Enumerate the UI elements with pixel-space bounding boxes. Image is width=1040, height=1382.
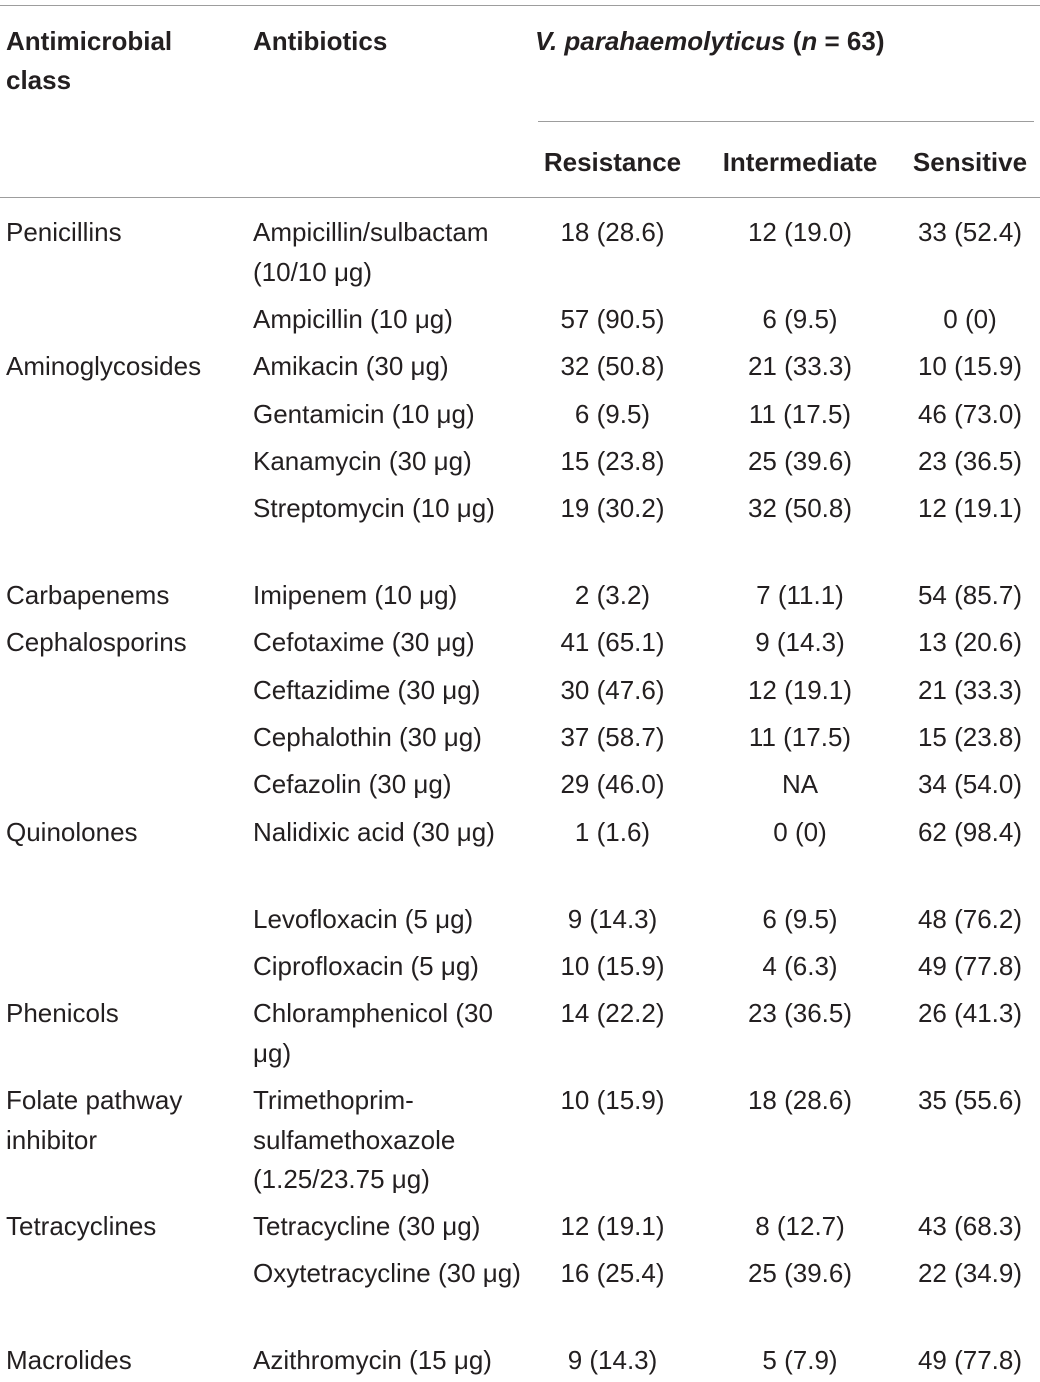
row-intermediate: 23 (36.5) — [747, 998, 853, 1028]
row-resistance: 10 (15.9) — [560, 951, 665, 981]
row-sensitive: 13 (20.6) — [917, 627, 1023, 657]
row-intermediate: 7 (11.1) — [756, 580, 844, 610]
row-antibiotic: Imipenem (10 μg) — [253, 580, 458, 610]
row-resistance: 9 (14.3) — [567, 904, 658, 934]
row-antibiotic: Tetracycline (30 μg) — [253, 1211, 481, 1241]
row-resistance: 19 (30.2) — [560, 493, 665, 523]
table-row — [0, 213, 1040, 287]
row-antibiotic: Streptomycin (10 μg) — [253, 493, 495, 523]
row-sensitive: 15 (23.8) — [917, 722, 1023, 752]
table-row — [0, 300, 1040, 334]
table-row — [0, 1207, 1040, 1241]
row-resistance: 15 (23.8) — [560, 446, 665, 476]
row-intermediate: 12 (19.0) — [747, 217, 853, 247]
header-count-close: = 63) — [817, 26, 885, 56]
row-resistance: 6 (9.5) — [574, 399, 651, 429]
row-sensitive: 54 (85.7) — [917, 580, 1023, 610]
row-sensitive: 22 (34.9) — [917, 1258, 1023, 1288]
row-sensitive: 49 (77.8) — [917, 1345, 1023, 1375]
header-sensitive: Sensitive — [912, 147, 1028, 177]
table-row — [0, 765, 1040, 799]
row-intermediate: 4 (6.3) — [762, 951, 838, 981]
row-resistance: 57 (90.5) — [560, 304, 665, 334]
table-row — [0, 1081, 1040, 1194]
row-resistance: 16 (25.4) — [560, 1258, 665, 1288]
table-row — [0, 947, 1040, 981]
row-class: Quinolones — [6, 817, 138, 847]
table-row — [0, 1254, 1040, 1288]
row-intermediate: 6 (9.5) — [762, 904, 838, 934]
row-antibiotic: Cefotaxime (30 μg) — [253, 627, 475, 657]
row-antibiotic: Ampicillin (10 μg) — [253, 304, 453, 334]
row-antibiotic: Cephalothin (30 μg) — [253, 722, 482, 752]
row-antibiotic: Kanamycin (30 μg) — [253, 446, 472, 476]
row-resistance: 18 (28.6) — [560, 217, 665, 247]
row-intermediate: 32 (50.8) — [747, 493, 853, 523]
row-resistance: 2 (3.2) — [574, 580, 651, 610]
row-class: Macrolides — [6, 1345, 132, 1375]
header-antibiotics: Antibiotics — [253, 26, 388, 56]
row-intermediate: 25 (39.6) — [747, 1258, 853, 1288]
row-sensitive: 43 (68.3) — [917, 1211, 1023, 1241]
row-antibiotic: Nalidixic acid (30 μg) — [253, 817, 495, 847]
row-sensitive: 48 (76.2) — [917, 904, 1023, 934]
row-antibiotic: Ampicillin/sulbactam (10/10 μg) — [253, 217, 489, 287]
row-intermediate: 25 (39.6) — [747, 446, 853, 476]
row-sensitive: 49 (77.8) — [917, 951, 1023, 981]
row-antibiotic: Ceftazidime (30 μg) — [253, 675, 481, 705]
group-header-rule — [538, 121, 1034, 122]
row-antibiotic: Ciprofloxacin (5 μg) — [253, 951, 479, 981]
row-sensitive: 35 (55.6) — [917, 1085, 1023, 1115]
row-resistance: 29 (46.0) — [560, 769, 665, 799]
table-top-rule — [0, 5, 1040, 6]
row-sensitive: 10 (15.9) — [917, 351, 1023, 381]
row-class: Tetracyclines — [6, 1211, 157, 1241]
row-antibiotic: Amikacin (30 μg) — [253, 351, 449, 381]
row-intermediate: 6 (9.5) — [762, 304, 838, 334]
row-intermediate: 21 (33.3) — [747, 351, 853, 381]
header-species-name: V. parahaemolyticus — [535, 26, 786, 56]
row-class: Folate pathway inhibitor — [6, 1085, 183, 1155]
table-row — [0, 900, 1040, 934]
table-row — [0, 623, 1040, 657]
row-sensitive: 46 (73.0) — [917, 399, 1023, 429]
table-row — [0, 718, 1040, 752]
row-sensitive: 62 (98.4) — [917, 817, 1023, 847]
row-sensitive: 34 (54.0) — [917, 769, 1023, 799]
row-class: Cephalosporins — [6, 627, 187, 657]
header-antimicrobial-class: Antimicrobial class — [6, 26, 173, 95]
header-n-symbol: n — [801, 26, 818, 56]
row-sensitive: 26 (41.3) — [917, 998, 1023, 1028]
table-row — [0, 576, 1040, 610]
row-intermediate: 12 (19.1) — [747, 675, 853, 705]
row-antibiotic: Gentamicin (10 μg) — [253, 399, 475, 429]
header-count-open: ( — [785, 26, 802, 56]
row-intermediate: 18 (28.6) — [747, 1085, 853, 1115]
row-class: Phenicols — [6, 998, 119, 1028]
row-sensitive: 21 (33.3) — [917, 675, 1023, 705]
row-resistance: 30 (47.6) — [560, 675, 665, 705]
table-row — [0, 1341, 1040, 1375]
row-sensitive: 33 (52.4) — [917, 217, 1023, 247]
row-intermediate: 9 (14.3) — [755, 627, 845, 657]
row-antibiotic: Trimethoprim-sulfamethoxazole (1.25/23.75 μg) — [253, 1085, 456, 1194]
row-antibiotic: Azithromycin (15 μg) — [253, 1345, 492, 1375]
row-antibiotic: Cefazolin (30 μg) — [253, 769, 452, 799]
row-sensitive: 23 (36.5) — [917, 446, 1023, 476]
table-row — [0, 671, 1040, 705]
row-intermediate: 0 (0) — [773, 817, 827, 847]
row-class: Carbapenems — [6, 580, 170, 610]
header-species-group — [535, 22, 885, 61]
header-resistance: Resistance — [543, 147, 682, 177]
row-intermediate: 5 (7.9) — [762, 1345, 838, 1375]
row-intermediate: NA — [781, 769, 819, 799]
row-resistance: 14 (22.2) — [560, 998, 665, 1028]
row-sensitive: 0 (0) — [943, 304, 997, 334]
row-intermediate: 8 (12.7) — [755, 1211, 845, 1241]
row-resistance: 9 (14.3) — [567, 1345, 658, 1375]
row-antibiotic: Chloramphenicol (30 μg) — [253, 998, 493, 1068]
table-row — [0, 395, 1040, 429]
row-sensitive: 12 (19.1) — [917, 493, 1023, 523]
table-row — [0, 347, 1040, 381]
table-row — [0, 489, 1040, 523]
table-row — [0, 442, 1040, 476]
header-bottom-rule — [0, 197, 1040, 198]
row-resistance: 1 (1.6) — [574, 817, 651, 847]
row-intermediate: 11 (17.5) — [748, 722, 852, 752]
row-resistance: 32 (50.8) — [560, 351, 665, 381]
row-resistance: 37 (58.7) — [560, 722, 665, 752]
row-antibiotic: Levofloxacin (5 μg) — [253, 904, 474, 934]
row-resistance: 41 (65.1) — [560, 627, 665, 657]
row-class: Penicillins — [6, 217, 122, 247]
table-row — [0, 994, 1040, 1068]
table-row — [0, 813, 1040, 847]
header-intermediate: Intermediate — [722, 147, 878, 177]
row-antibiotic: Oxytetracycline (30 μg) — [253, 1258, 521, 1288]
row-class: Aminoglycosides — [6, 351, 202, 381]
row-resistance: 12 (19.1) — [560, 1211, 665, 1241]
row-intermediate: 11 (17.5) — [748, 399, 852, 429]
row-resistance: 10 (15.9) — [560, 1085, 665, 1115]
